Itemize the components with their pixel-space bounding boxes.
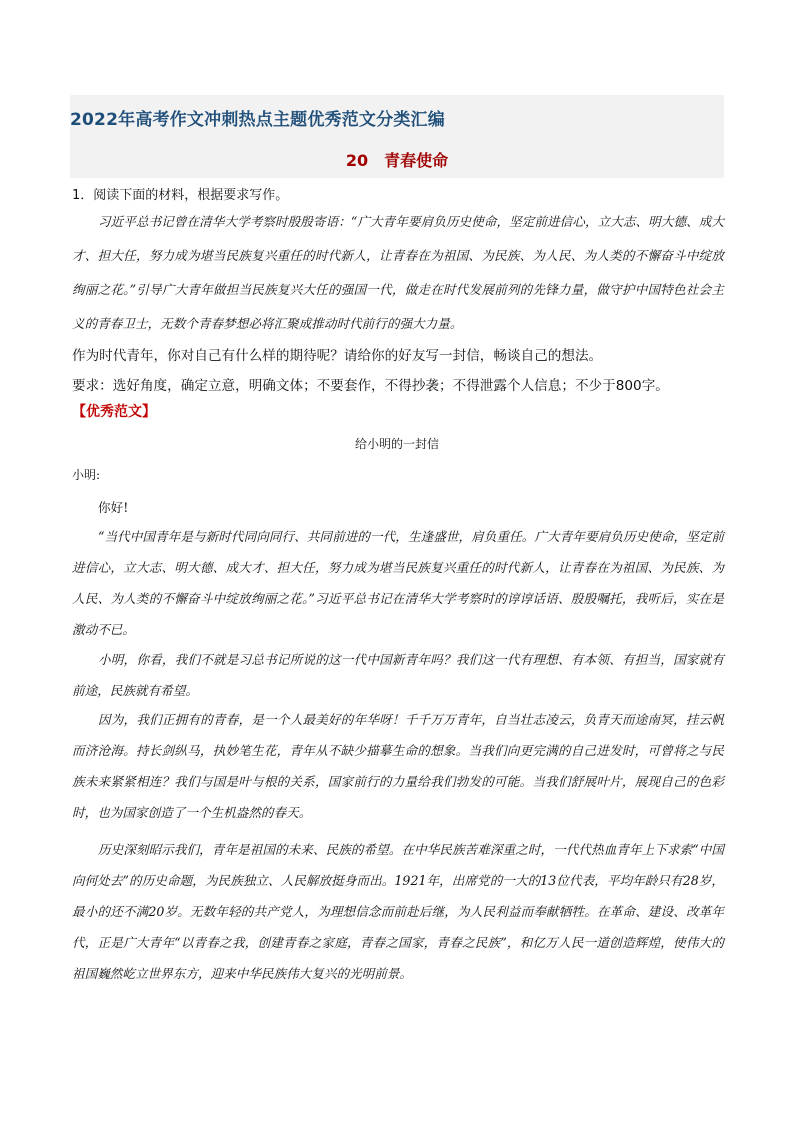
- essay-paragraph: 历史深刻昭示我们，青年是祖国的未来、民族的希望。在中华民族苦难深重之时，一代代热血青年上下求索“中国向何处去”的历史命题，为民族独立、人民解放挺身而出。1921年，出席党的一大的13位代表，平均年龄只有28岁，最小的还不满20岁。无数年轻的共产党人，为理想信念而前赴后继，为人民利益而奉献牺牲。在革命、建设、改革年代，正是广大青年“以青春之我，创建青春之家庭，青春之国家，青春之民族”，和亿万人民一道创造辉煌，使伟大的祖国巍然屹立世界东方，迎来中华民族伟大复兴的光明前景。: [72, 842, 724, 981]
- essay-salutation: 小明:: [72, 468, 101, 482]
- question-requirements: 要求：选好角度，确定立意，明确文体；不要套作，不得抄袭；不得泄露个人信息；不少于800字。: [72, 378, 669, 394]
- essay-paragraph: “当代中国青年是与新时代同向同行、共同前进的一代，生逢盛世，肩负重任。广大青年要肩负历史使命，坚定前进信心，立大志、明大德、成大才、担大任，努力成为堪当民族复兴重任的时代新人，让青春在为祖国、为民族、为人民、为人类的不懈奋斗中绽放绚丽之花。”习近平总书记在清华大学考察时的谆谆话语、殷殷嘱托，我听后，实在是激动不已。: [72, 529, 724, 637]
- essay-paragraph: 小明，你看，我们不就是习总书记所说的这一代中国新青年吗？我们这一代有理想、有本领、有担当，国家就有前途，民族就有希望。: [72, 652, 724, 698]
- document-title: 2022年高考作文冲刺热点主题优秀范文分类汇编: [70, 110, 445, 130]
- question-intro: 1．阅读下面的材料，根据要求写作。: [72, 188, 289, 203]
- essay-paragraph: 因为，我们正拥有的青春，是一个人最美好的年华呀！千千万万青年，自当壮志凌云，负青天而途南冥，挂云帆而济沧海。持长剑纵马，执妙笔生花，青年从不缺少描摹生命的想象。当我们向更完满的自己进发时，可曾将之与民族未来紧紧相连？我们与国是叶与根的关系，国家前行的力量给我们勃发的可能。当我们舒展叶片，展现自己的色彩时，也为国家创造了一个生机盎然的春天。: [72, 712, 724, 820]
- sample-essay-label: 【优秀范文】: [72, 404, 156, 420]
- essay-greeting: 你好!: [98, 500, 129, 515]
- topic-subtitle: 20 青春使命: [345, 151, 449, 170]
- question-material: 习近平总书记曾在清华大学考察时殷殷寄语：“广大青年要肩负历史使命，坚定前进信心，立大志、明大德、成大才、担大任，努力成为堪当民族复兴重任的时代新人，让青春在为祖国、为民族、为人民、为人类的不懈奋斗中绽放绚丽之花。”引导广大青年做担当民族复兴大任的强国一代，做走在时代发展前列的先锋力量，做守护中国特色社会主义的青春卫士，无数个青春梦想必将汇聚成推动时代前行的强大力量。: [72, 214, 724, 331]
- essay-title: 给小明的一封信: [354, 437, 439, 451]
- question-task: 作为时代青年，你对自己有什么样的期待呢？请给你的好友写一封信，畅谈自己的想法。: [72, 348, 603, 364]
